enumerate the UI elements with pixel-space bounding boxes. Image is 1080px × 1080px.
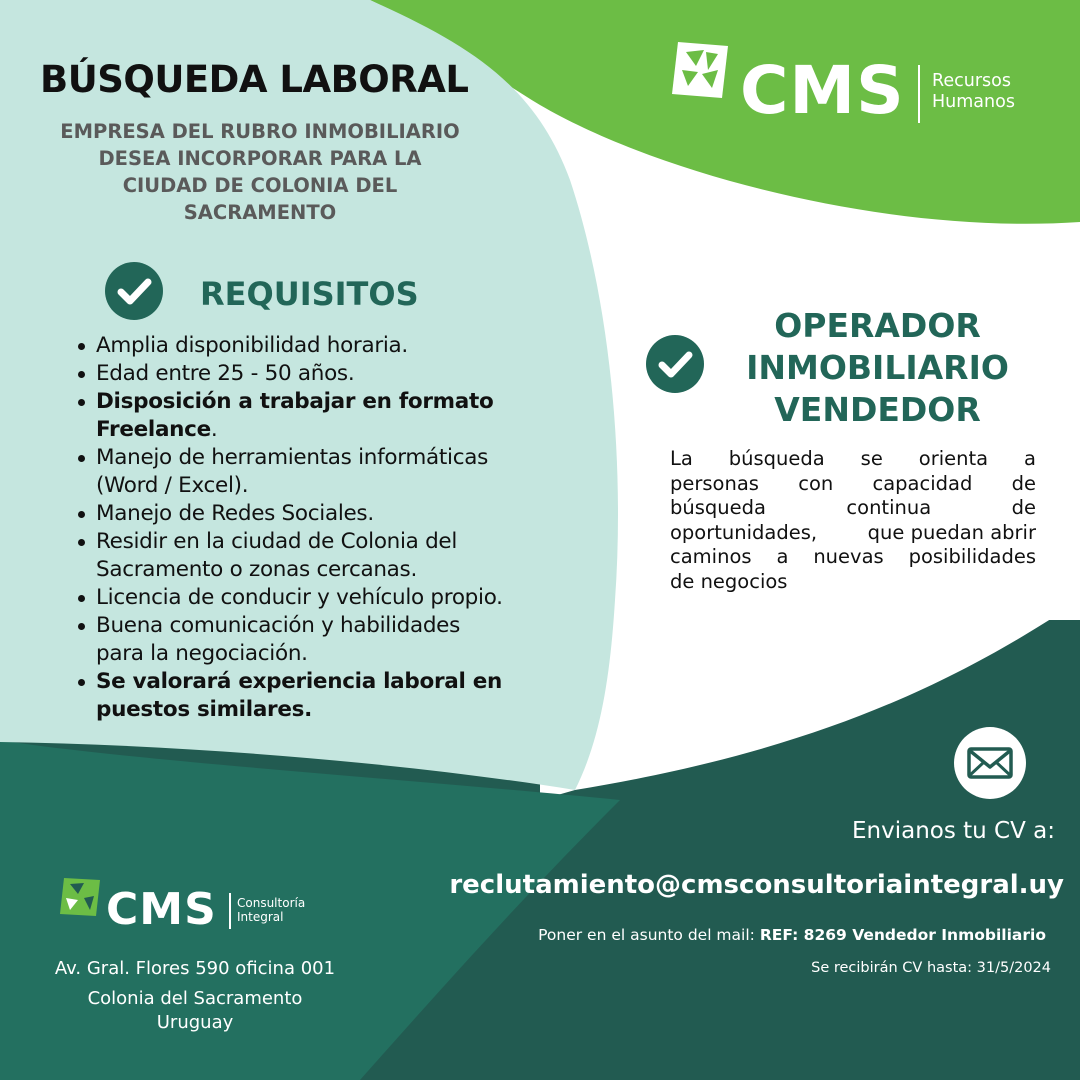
cms-logo-icon bbox=[668, 40, 730, 102]
requirements-list bbox=[96, 332, 586, 724]
description-line bbox=[670, 545, 1036, 570]
description-line bbox=[670, 447, 1036, 472]
list-item-text: Residir en la ciudad de Colonia del bbox=[96, 529, 458, 554]
deadline-text: Se recibirán CV hasta: 31/5/2024 bbox=[811, 960, 1051, 976]
description-word: búsqueda bbox=[670, 496, 766, 519]
company-subtitle bbox=[40, 118, 480, 226]
address-line: Uruguay bbox=[156, 1012, 234, 1033]
cms-logo-icon bbox=[58, 876, 102, 920]
subtitle-line: EMPRESA DEL RUBRO INMOBILIARIO bbox=[60, 120, 460, 143]
list-item-text: Se valorará experiencia laboral en bbox=[96, 669, 503, 694]
list-item-text: Manejo de Redes Sociales. bbox=[96, 501, 374, 526]
list-item-text: Licencia de conducir y vehículo propio. bbox=[96, 585, 503, 610]
description-word: oportunidades, bbox=[670, 520, 818, 544]
position-title-line: VENDEDOR bbox=[774, 390, 981, 429]
brand-tagline-line: Consultoría bbox=[237, 896, 306, 910]
list-item-text: Edad entre 25 - 50 años. bbox=[96, 361, 355, 386]
description-line bbox=[670, 496, 1036, 521]
description-word: de bbox=[1011, 496, 1036, 519]
subtitle-line: DESEA INCORPORAR PARA LA bbox=[98, 147, 422, 170]
check-circle-icon bbox=[105, 262, 163, 320]
description-word: nuevas bbox=[813, 545, 884, 568]
address-line: Colonia del Sacramento bbox=[87, 988, 303, 1009]
page-title: BÚSQUEDA LABORAL bbox=[40, 58, 469, 101]
description-line bbox=[670, 570, 1036, 595]
description-word: La bbox=[670, 447, 693, 470]
position-title-line: OPERADOR bbox=[774, 306, 981, 345]
list-item bbox=[96, 444, 586, 500]
check-circle-icon bbox=[646, 335, 704, 393]
requirements-heading: REQUISITOS bbox=[200, 275, 419, 313]
send-cv-label: Envianos tu CV a: bbox=[851, 818, 1055, 844]
brand-divider bbox=[918, 65, 920, 123]
description-line bbox=[670, 521, 1036, 546]
description-word: posibilidades bbox=[908, 545, 1036, 568]
description-word: personas bbox=[670, 471, 759, 495]
list-item-text: para la negociación. bbox=[96, 641, 308, 666]
list-item-text: Disposición a trabajar en formato bbox=[96, 389, 494, 414]
list-item-text: Amplia disponibilidad horaria. bbox=[96, 333, 408, 358]
brand-name: CMS bbox=[740, 52, 905, 129]
subject-ref: REF: 8269 Vendedor Inmobiliario bbox=[759, 926, 1046, 944]
emphasis-text: Freelance bbox=[96, 417, 211, 442]
list-item bbox=[96, 612, 586, 668]
punctuation-text: . bbox=[210, 417, 218, 442]
brand-tagline-line: Recursos bbox=[932, 71, 1011, 91]
list-item-text: (Word / Excel). bbox=[96, 473, 249, 498]
description-word: búsqueda bbox=[728, 447, 825, 470]
list-item-text: puestos similares. bbox=[96, 697, 312, 722]
list-item bbox=[96, 584, 586, 612]
list-item bbox=[96, 528, 586, 584]
address-line: Av. Gral. Flores 590 oficina 001 bbox=[54, 958, 336, 979]
list-item bbox=[96, 500, 586, 528]
brand-tagline-line: Integral bbox=[237, 910, 284, 924]
email-link[interactable]: reclutamiento@cmsconsultoriaintegral.uy bbox=[449, 870, 1064, 900]
subtitle-line: CIUDAD DE COLONIA DEL bbox=[122, 174, 398, 197]
list-item bbox=[96, 332, 586, 360]
brand-tagline bbox=[932, 71, 1015, 113]
description-word: orienta bbox=[918, 447, 989, 470]
description-word: a bbox=[1024, 447, 1036, 470]
subject-instructions bbox=[538, 926, 1046, 944]
brand-tagline-line: Humanos bbox=[932, 92, 1015, 112]
brand-tagline bbox=[237, 896, 305, 924]
position-description bbox=[670, 447, 1036, 594]
description-word: continua bbox=[846, 496, 932, 519]
description-line bbox=[670, 472, 1036, 497]
office-address bbox=[40, 957, 350, 1035]
list-item-text: Buena comunicación y habilidades bbox=[96, 613, 461, 638]
position-title-line: INMOBILIARIO bbox=[746, 348, 1009, 387]
list-item bbox=[96, 360, 586, 388]
brand-name: CMS bbox=[106, 884, 217, 935]
description-word: se bbox=[860, 447, 883, 470]
subject-prefix: Poner en el asunto del mail: bbox=[538, 926, 755, 944]
subtitle-line: SACRAMENTO bbox=[183, 201, 337, 224]
description-word: de negocios bbox=[670, 569, 788, 593]
description-word: que puedan abrir bbox=[867, 520, 1036, 544]
list-item bbox=[96, 668, 586, 724]
description-word: con bbox=[798, 471, 834, 495]
description-word: a bbox=[776, 545, 789, 568]
mail-icon[interactable] bbox=[954, 727, 1026, 799]
position-title bbox=[720, 305, 1035, 431]
list-item-text bbox=[96, 416, 586, 444]
list-item-text: Manejo de herramientas informáticas bbox=[96, 445, 488, 470]
brand-divider bbox=[229, 893, 231, 929]
description-word: capacidad bbox=[872, 471, 973, 495]
list-item bbox=[96, 388, 586, 444]
description-word: caminos bbox=[670, 545, 752, 568]
list-item-text: Sacramento o zonas cercanas. bbox=[96, 557, 417, 582]
description-word: de bbox=[1011, 471, 1036, 495]
